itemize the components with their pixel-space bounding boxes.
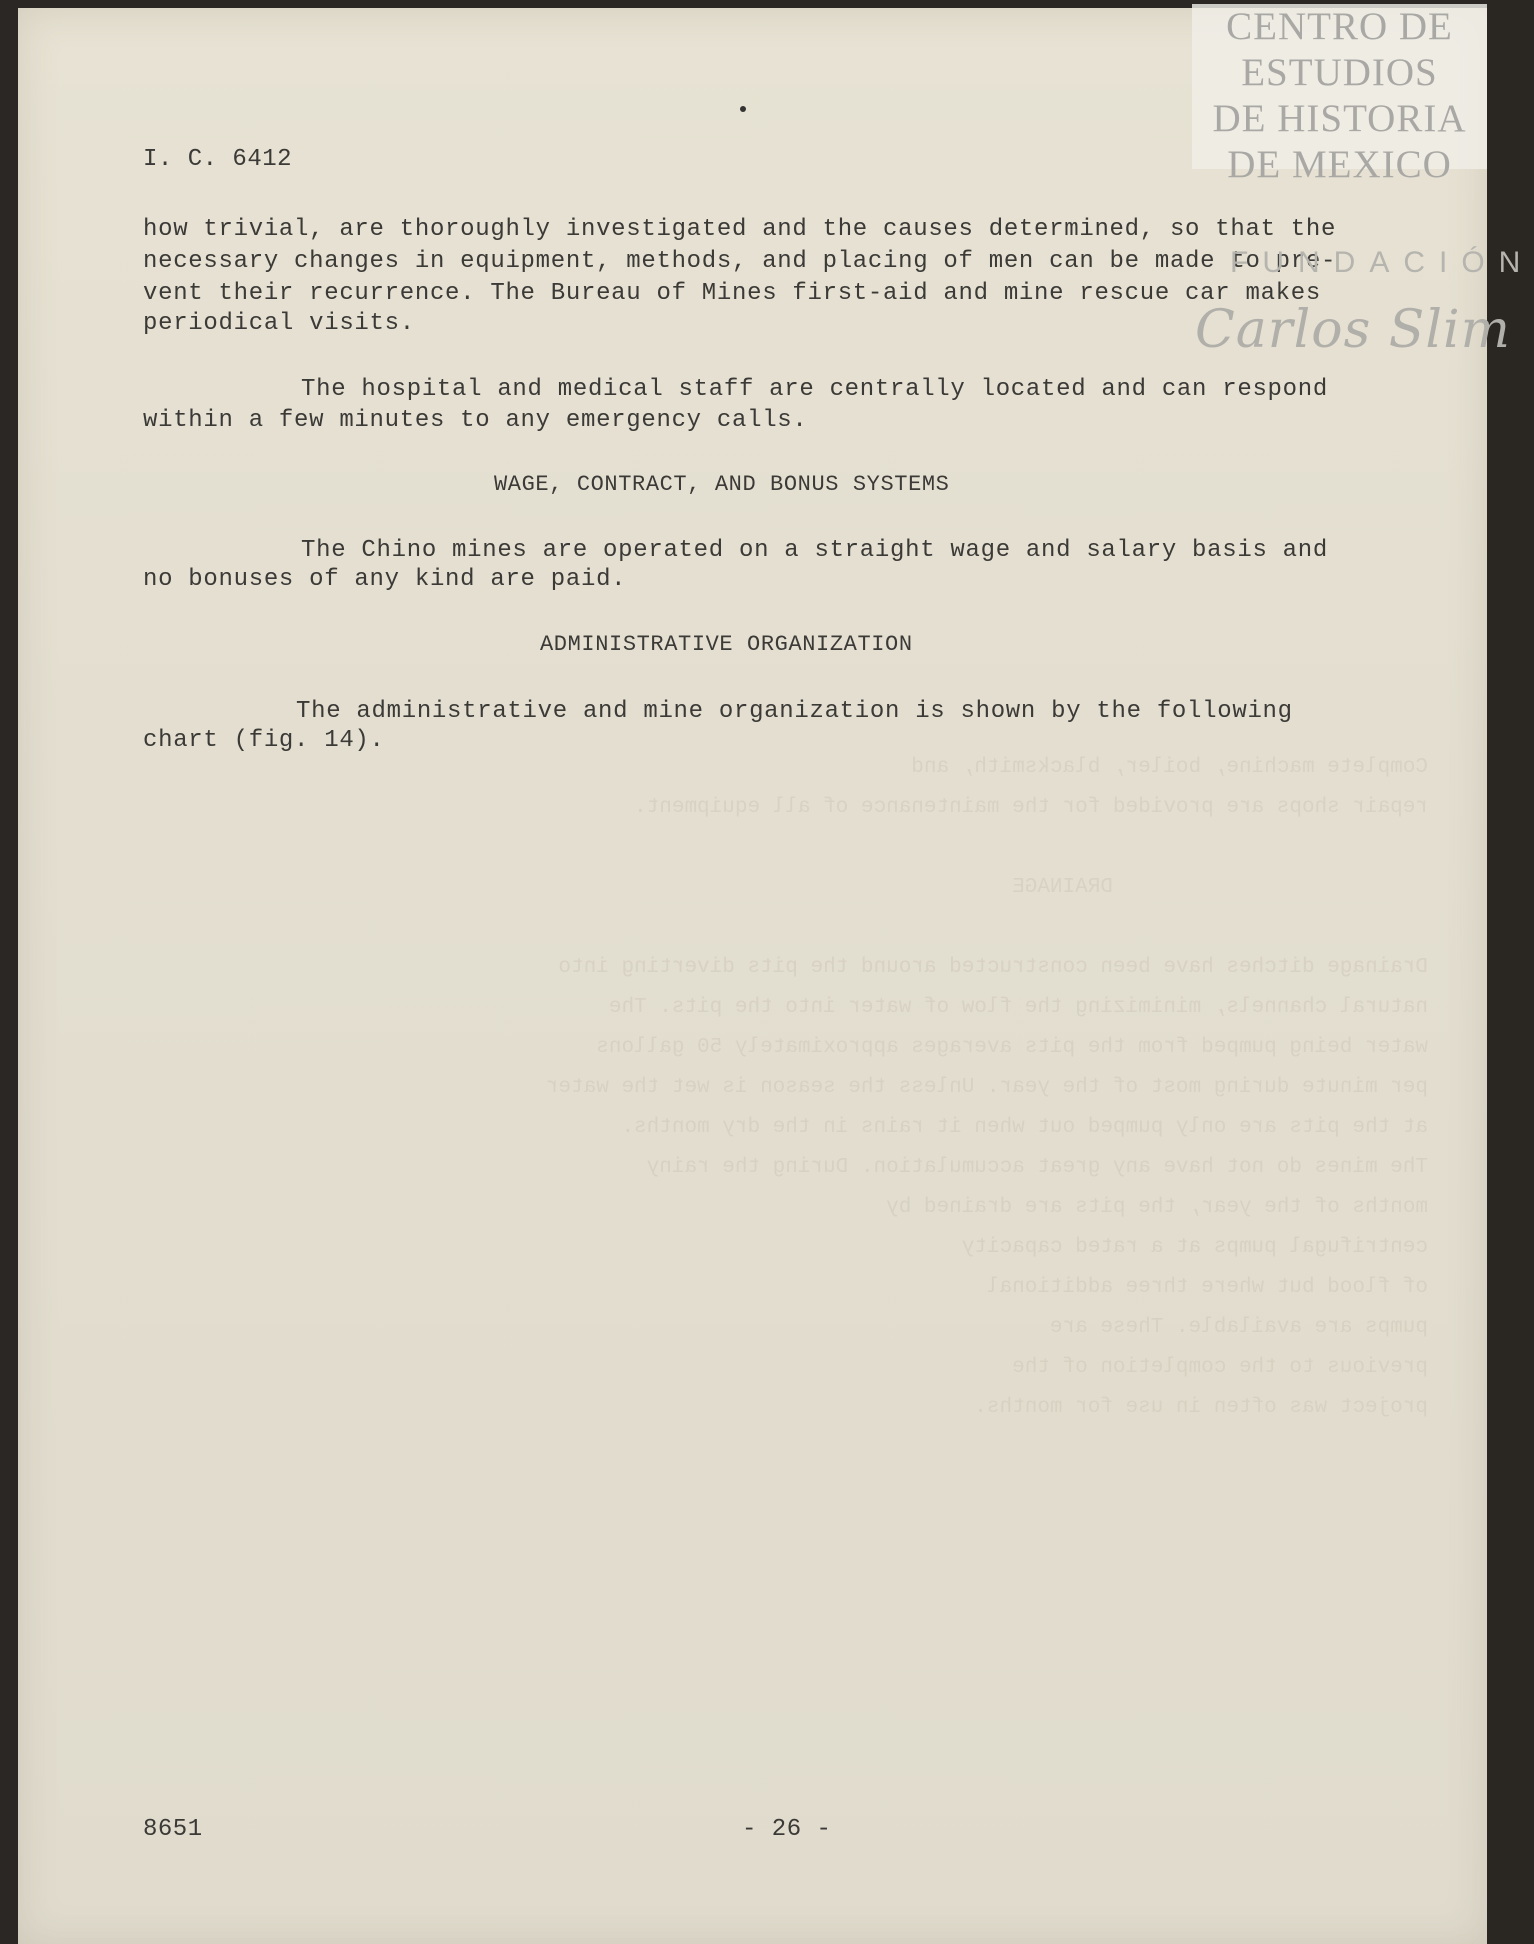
bleed-through-text: Complete machine, boiler, blacksmith, and repair shops are provided for the maintenance of all equipment. DRAINAGE Drainage ditches have been constructed around the pits diverting into natural channels, minimizing the flow of water into the pits. The water being pumped from the pits averages approximately 50 gallons per minute during most of the year. Unless the season is wet the water at the pits are only pumped out when it rains in the dry months. The mines do not have any great accumulation. During the rainy months of the year, the pits are drained by centrifugal pumps at a rated capacity of flood but where three additional pumps are available. These are previous to the completion of the project was often in use for months. bbox=[545, 756, 1428, 1419]
watermark-fundacion: FUNDACIÓN bbox=[1230, 246, 1534, 279]
footer-code: 8651 bbox=[143, 1816, 203, 1843]
paragraph-1-line-2: necessary changes in equipment, methods, and placing of men can be made to pre- bbox=[143, 248, 1337, 275]
speck bbox=[740, 106, 746, 112]
heading-wage-contract-bonus: WAGE, CONTRACT, AND BONUS SYSTEMS bbox=[494, 472, 950, 497]
watermark-signature: Carlos Slim bbox=[1195, 300, 1511, 360]
paragraph-2-line-2: within a few minutes to any emergency calls. bbox=[143, 407, 808, 434]
watermark-line-2: ESTUDIOS bbox=[1241, 51, 1438, 94]
page-number: - 26 - bbox=[742, 1816, 832, 1843]
paragraph-4-line-1: The administrative and mine organization is shown by the following bbox=[296, 698, 1293, 725]
paragraph-1-line-3: vent their recurrence. The Bureau of Mines first-aid and mine rescue car makes bbox=[143, 280, 1321, 307]
archive-watermark bbox=[1192, 4, 1487, 186]
watermark-line-4: DE MEXICO bbox=[1227, 143, 1452, 186]
heading-administrative-organization: ADMINISTRATIVE ORGANIZATION bbox=[540, 632, 913, 657]
doc-id: I. C. 6412 bbox=[143, 146, 293, 173]
paragraph-2-line-1: The hospital and medical staff are centrally located and can respond bbox=[301, 376, 1328, 403]
paragraph-1-line-1: how trivial, are thoroughly investigated and the causes determined, so that the bbox=[143, 216, 1337, 243]
paragraph-1-line-4: periodical visits. bbox=[143, 310, 415, 337]
paragraph-3-line-1: The Chino mines are operated on a straight wage and salary basis and bbox=[301, 537, 1328, 564]
paragraph-3-line-2: no bonuses of any kind are paid. bbox=[143, 566, 627, 593]
watermark-line-1: CENTRO DE bbox=[1226, 5, 1453, 48]
paragraph-4-line-2: chart (fig. 14). bbox=[143, 727, 385, 754]
watermark-line-3: DE HISTORIA bbox=[1212, 97, 1467, 140]
